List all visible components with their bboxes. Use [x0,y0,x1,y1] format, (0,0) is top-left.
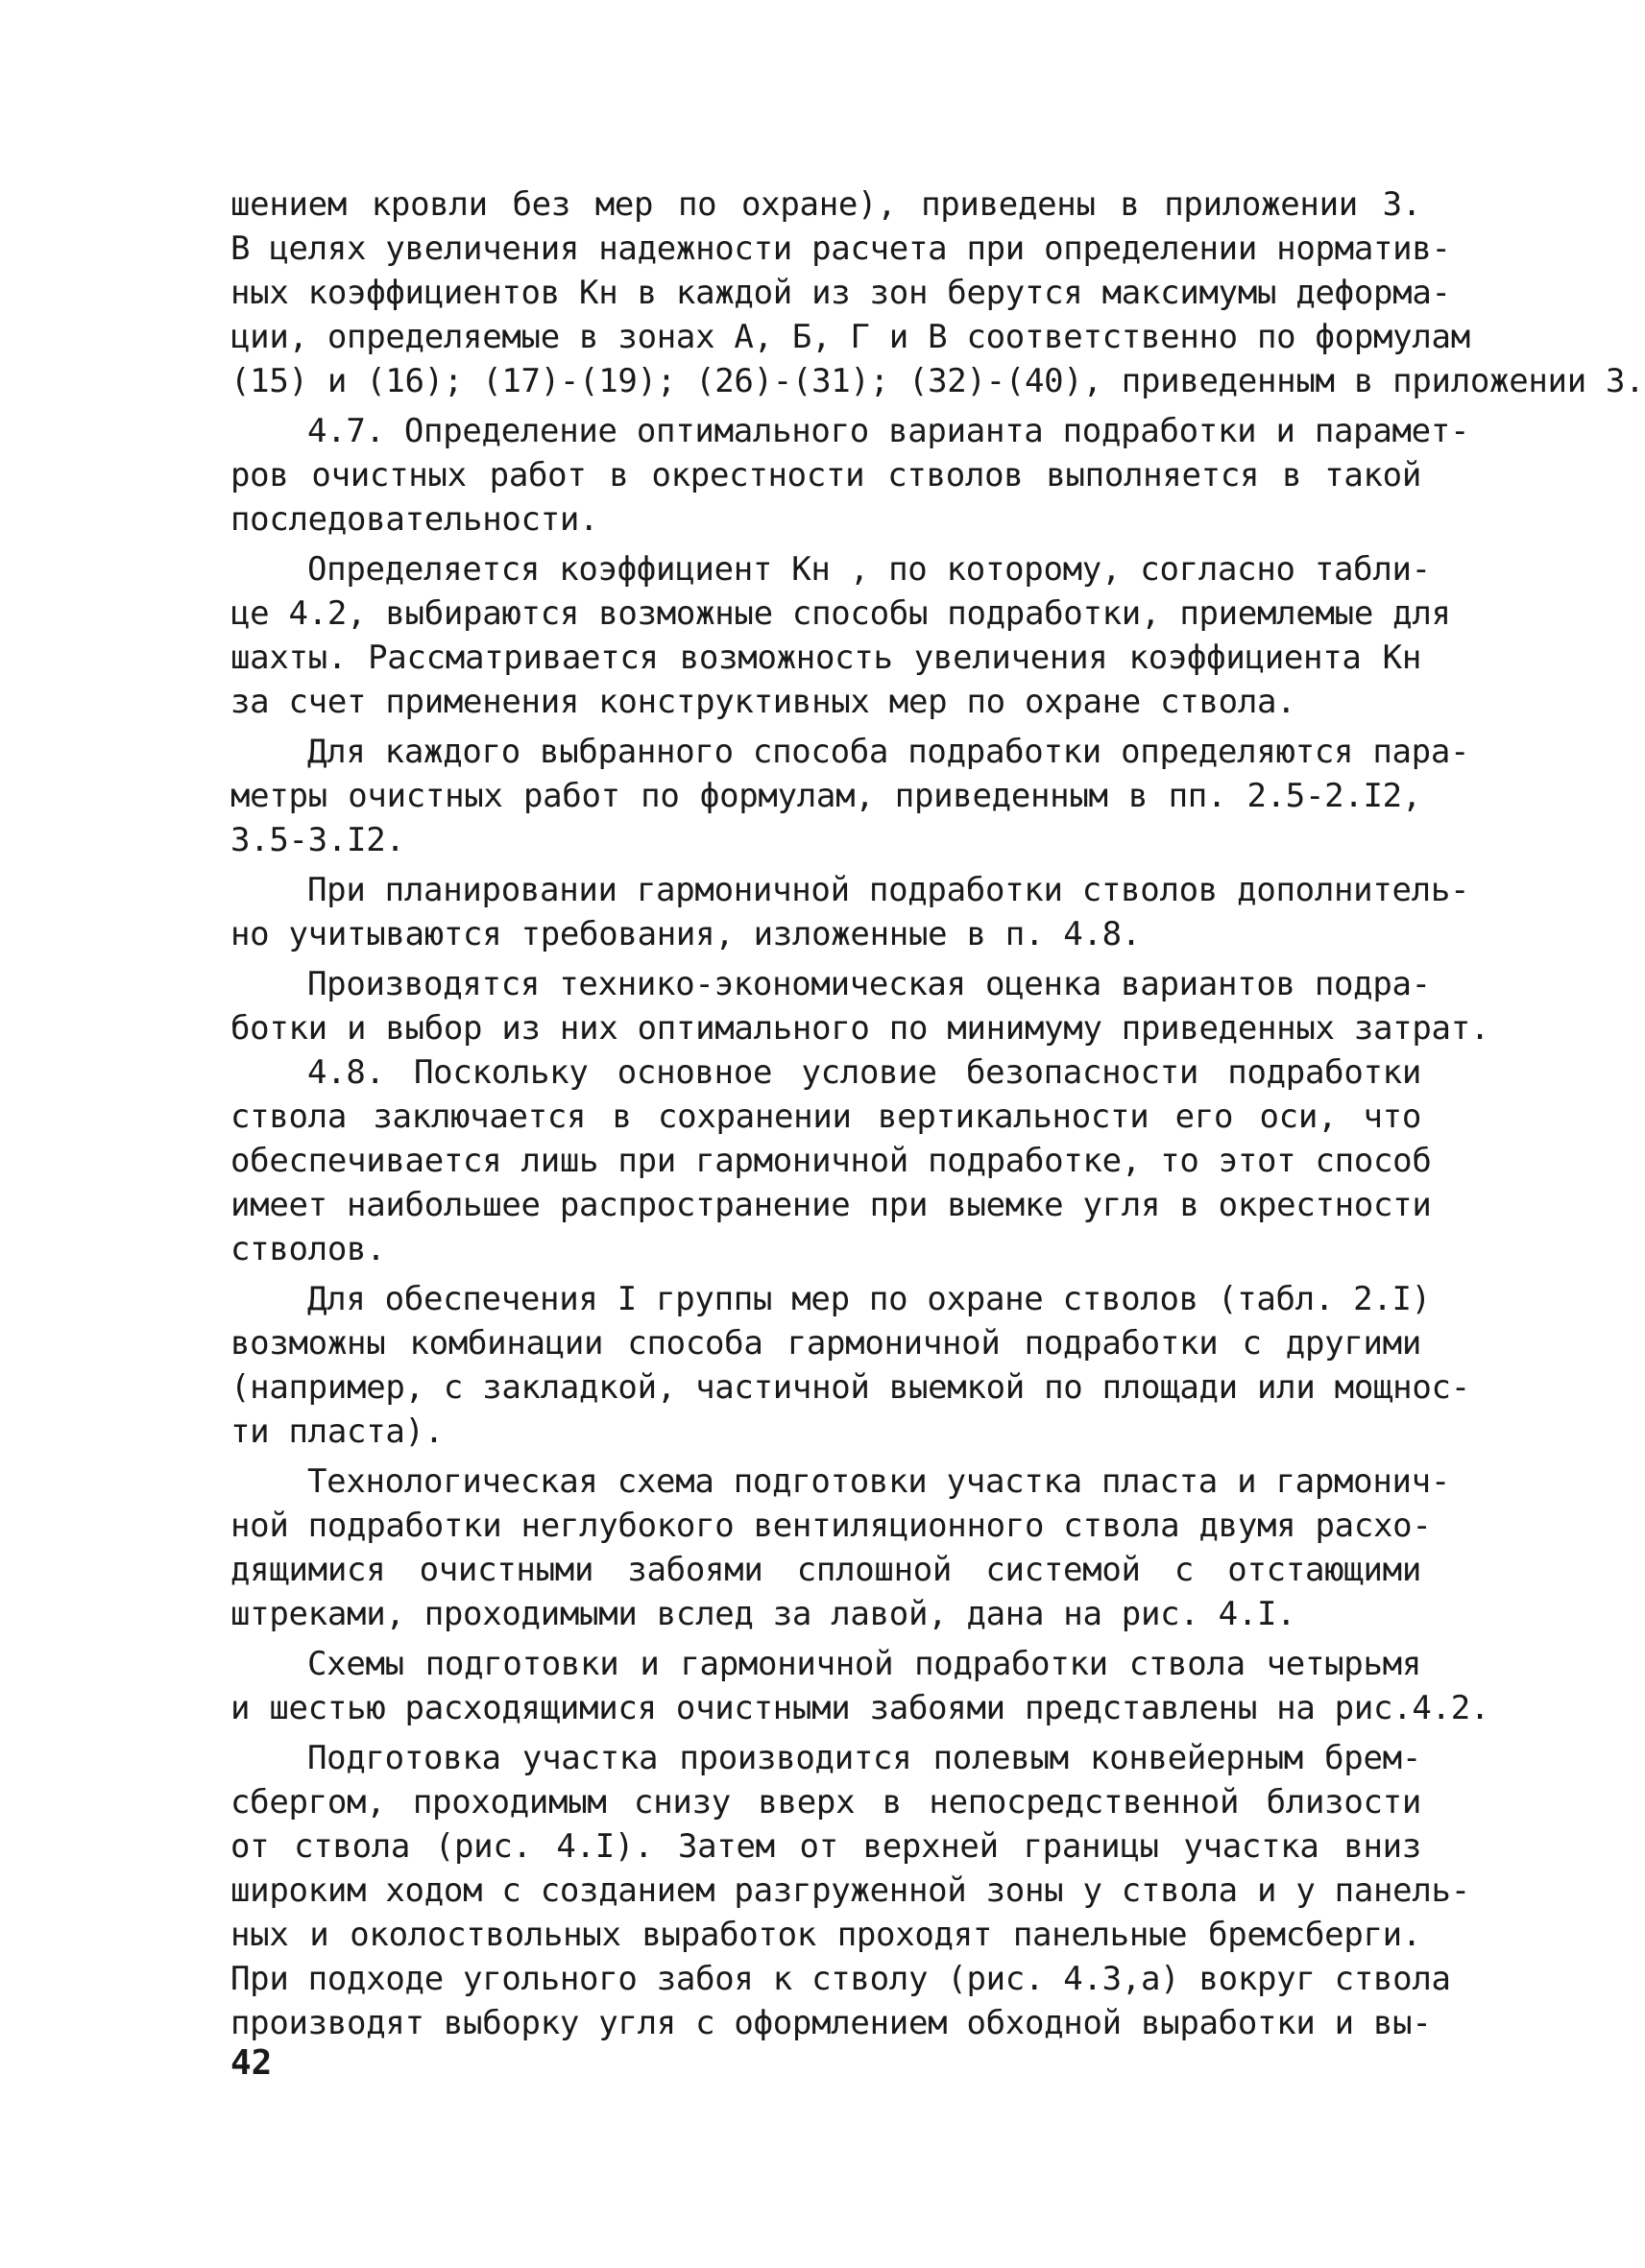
text-line: При планировании гармоничной подработки стволов дополнитель- [307,871,1470,909]
document-body [230,182,1645,2045]
text-line: широким ходом с созданием разгруженной зоны у ствола и у панель- [230,1871,1470,1910]
text-line: 4.7. Определение оптимального варианта подработки и парамет- [307,412,1470,450]
text-line: Для каждого выбранного способа подработки определяются пара- [307,733,1470,771]
text-line: за счет применения конструктивных мер по охране ствола. [230,683,1296,721]
text-line: сбергом, проходимым снизу вверх в непосредственной близости [230,1783,1421,1822]
text-line: Производятся технико-экономическая оценка вариантов подра- [307,965,1431,1003]
text-line: последовательности. [230,500,599,539]
text-line: 4.8. Поскольку основное условие безопасности подработки [307,1053,1421,1092]
text-line: При подходе угольного забоя к стволу (рис. 4.3,а) вокруг ствола [230,1960,1451,1998]
text-line: ции, определяемые в зонах А, Б, Г и В соответственно по формулам [230,318,1470,356]
text-line: стволов. [230,1230,386,1268]
text-line: штреками, проходимыми вслед за лавой, дана на рис. 4.I. [230,1595,1296,1633]
text-line: дящимися очистными забоями сплошной системой с отстающими [230,1551,1421,1589]
text-line: ных коэффициентов Кн в каждой из зон берутся максимумы деформа- [230,274,1451,312]
text-line: (например, с закладкой, частичной выемкой по площади или мощнос- [230,1368,1470,1407]
text-line: це 4.2, выбираются возможные способы подработки, приемлемые для [230,594,1451,633]
text-line: и шестью расходящимися очистными забоями представлены на рис.4.2. [230,1689,1490,1727]
text-line: ров очистных работ в окрестности стволов выполняется в такой [230,456,1421,495]
text-line: Технологическая схема подготовки участка пласта и гармонич- [307,1462,1451,1501]
text-line: от ствола (рис. 4.I). Затем от верхней границы участка вниз [230,1827,1421,1866]
text-line: ботки и выбор из них оптимального по минимуму приведенных затрат. [230,1009,1490,1048]
text-line: обеспечивается лишь при гармоничной подработке, то этот способ [230,1142,1432,1180]
text-line: (15) и (16); (17)-(19); (26)-(31); (32)-(40), приведенным в приложении 3. [230,362,1645,400]
text-line: Для обеспечения I группы мер по охране стволов (табл. 2.I) [307,1280,1431,1318]
text-line: шением кровли без мер по охране), приведены в приложении 3. [230,185,1421,224]
text-line: шахты. Рассматривается возможность увеличения коэффициента Кн [230,639,1421,677]
text-line: Подготовка участка производится полевым конвейерным брем- [307,1739,1421,1777]
text-line: В целях увеличения надежности расчета при определении норматив- [230,229,1451,268]
page-number: 42 [230,2043,273,2083]
text-line: ной подработки неглубокого вентиляционного ствола двумя расхо- [230,1507,1432,1545]
text-line: возможны комбинации способа гармоничной подработки с другими [230,1324,1421,1363]
text-line: 3.5-3.I2. [230,821,405,859]
text-line: имеет наибольшее распространение при выемке угля в окрестности [230,1186,1432,1224]
text-line: метры очистных работ по формулам, приведенным в пп. 2.5-2.I2, [230,777,1421,815]
text-line: производят выборку угля с оформлением обходной выработки и вы- [230,2004,1432,2042]
text-line: но учитываются требования, изложенные в п. 4.8. [230,915,1141,953]
text-line: ных и околоствольных выработок проходят панельные бремсберги. [230,1916,1421,1954]
text-line: Определяется коэффициент Кн , по которому, согласно табли- [307,550,1431,589]
text-line: ствола заключается в сохранении вертикальности его оси, что [230,1098,1421,1136]
text-line: ти пласта). [230,1412,444,1451]
text-line: Схемы подготовки и гармоничной подработки ствола четырьмя [307,1645,1421,1683]
